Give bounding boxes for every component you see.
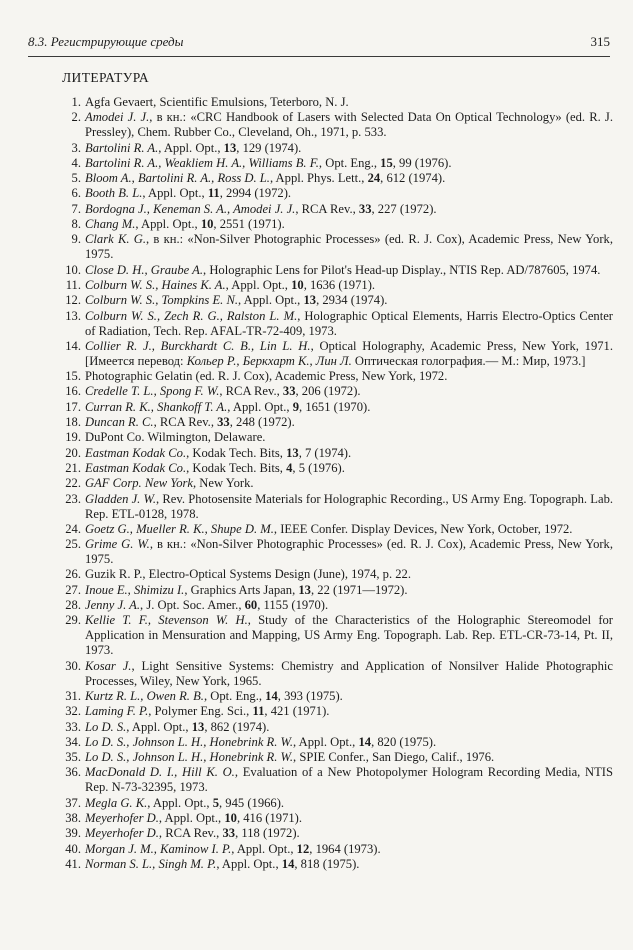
reference-volume: 11 [207, 186, 220, 201]
reference-text: , Appl. Opt., [158, 140, 224, 155]
reference-volume: 9 [292, 399, 300, 414]
reference-item [28, 430, 613, 445]
reference-volume: 14 [265, 688, 278, 703]
reference-number: 6. [71, 186, 81, 201]
reference-volume: 14 [281, 856, 295, 871]
reference-volume: 33 [222, 826, 236, 841]
reference-text: , 2934 (1974). [316, 293, 388, 308]
reference-authors: Kellie T. F., Stevenson W. H. [85, 613, 248, 628]
reference-authors: Goetz G., Mueller R. K., Shupe D. M. [85, 521, 274, 536]
reference-volume: 13 [191, 719, 205, 734]
reference-item [28, 186, 613, 201]
reference-volume: 33 [217, 415, 230, 430]
reference-number: 7. [71, 201, 81, 216]
reference-text: , в кн.: «Non-Silver Photographic Processes» (ed. R. J. Cox), Academic Press, New York, 1975. [85, 232, 613, 262]
reference-volume: 15 [380, 155, 393, 170]
reference-authors: Duncan R. C. [85, 415, 154, 430]
reference-text: , 248 (1972). [229, 415, 295, 430]
reference-text: , Graphics Arts Japan, [184, 582, 299, 597]
reference-item [28, 232, 613, 262]
reference-authors: Colburn W. S., Tompkins E. N. [85, 293, 239, 308]
reference-authors: Bloom A., Bartolini R. A., Ross D. L. [85, 171, 270, 186]
reference-text: , Light Sensitive Systems: Chemistry and Application of Nonsilver Halide Photographic Processes, Wiley, New York, 1965. [85, 658, 613, 688]
reference-number: 18. [65, 415, 81, 430]
reference-text: , Appl. Opt., [126, 719, 192, 734]
reference-item [28, 842, 613, 857]
reference-volume: 4 [286, 460, 293, 475]
reference-text: , Holographic Lens for Pilot's Head-up Display., NTIS Rep. AD/787605, 1974. [203, 262, 601, 277]
reference-text: , RCA Rev., [219, 384, 283, 399]
reference-text: , 421 (1971). [264, 704, 330, 719]
page-number: 315 [590, 34, 610, 49]
reference-text: Agfa Gevaert, Scientific Emulsions, Teterboro, N. J. [85, 95, 349, 109]
reference-text: , Polymer Eng. Sci., [148, 704, 253, 719]
reference-number: 16. [65, 384, 81, 399]
reference-volume: 33 [358, 201, 372, 216]
reference-authors: Booth B. L. [85, 186, 143, 201]
reference-item [28, 110, 613, 140]
reference-authors: Clark K. G. [85, 232, 146, 247]
reference-text: , Appl. Opt., [216, 856, 282, 871]
reference-authors: Colburn W. S., Zech R. G., Ralston L. M. [85, 308, 298, 323]
reference-number: 37. [65, 795, 81, 810]
reference-text: , 1155 (1970). [257, 598, 329, 613]
reference-text: , Appl. Opt., [135, 217, 201, 232]
reference-number: 9. [71, 232, 81, 247]
reference-item [28, 492, 613, 522]
reference-volume: 5 [212, 795, 219, 810]
reference-text: , Appl. Opt., [231, 841, 297, 856]
reference-text: , RCA Rev., [295, 201, 359, 216]
reference-item [28, 659, 613, 689]
reference-number: 41. [65, 856, 81, 871]
reference-number: 22. [65, 476, 81, 491]
reference-authors: Morgan J. M., Kaminow I. P. [85, 841, 232, 856]
reference-authors: Laming F. P. [85, 704, 149, 719]
reference-number: 11. [65, 277, 81, 292]
reference-item [28, 400, 613, 415]
reference-number: 2. [71, 110, 81, 125]
reference-number: 5. [71, 171, 81, 186]
reference-item [28, 735, 613, 750]
reference-volume: 60 [244, 598, 258, 613]
reference-item [28, 217, 613, 232]
reference-authors: Lo D. S., Johnson L. H., Honebrink R. W. [85, 750, 294, 765]
reference-item [28, 522, 613, 537]
reference-number: 38. [65, 810, 81, 825]
reference-item [28, 446, 613, 461]
reference-authors: Norman S. L., Singh M. P. [85, 856, 217, 871]
reference-item [28, 796, 613, 811]
reference-text: DuPont Co. Wilmington, Delaware. [85, 430, 266, 445]
running-head-section: 8.3. Регистрирующие среды [28, 34, 184, 49]
reference-item [28, 141, 613, 156]
reference-authors: Eastman Kodak Co. [85, 445, 187, 460]
reference-number: 8. [71, 217, 81, 232]
reference-authors: Chang M. [85, 217, 136, 232]
reference-volume: 10 [291, 277, 304, 292]
reference-authors: GAF Corp. New York [85, 476, 193, 491]
header-rule [28, 56, 610, 57]
reference-number: 35. [65, 750, 81, 765]
running-head [28, 34, 610, 54]
reference-number: 14. [65, 338, 81, 353]
reference-item [28, 765, 613, 795]
reference-number: 19. [65, 430, 81, 445]
reference-text: , Appl. Phys. Lett., [269, 171, 368, 186]
reference-list [28, 95, 613, 872]
reference-number: 4. [71, 155, 81, 170]
reference-number: 21. [65, 460, 81, 475]
reference-volume: 13 [298, 582, 311, 597]
reference-text: , 227 (1972). [371, 201, 437, 216]
reference-text: , Appl. Opt., [158, 810, 225, 825]
reference-text: , RCA Rev., [158, 826, 223, 841]
reference-authors: Gladden J. W. [85, 491, 157, 506]
reference-number: 3. [71, 140, 81, 155]
reference-item [28, 704, 613, 719]
reference-text: , RCA Rev., [153, 415, 218, 430]
reference-authors: MacDonald D. I., Hill K. O. [85, 765, 235, 780]
reference-volume: 13 [223, 140, 237, 155]
reference-authors: Curran R. K., Shankoff T. A. [85, 399, 228, 414]
reference-text: , Kodak Tech. Bits, [186, 460, 287, 475]
reference-number: 28. [65, 598, 81, 613]
reference-item [28, 202, 613, 217]
reference-authors: Collier R. J., Burckhardt C. B., Lin L. H. [85, 338, 311, 353]
reference-text: , 820 (1975). [371, 734, 437, 749]
reference-number: 17. [65, 399, 81, 414]
reference-volume: 10 [224, 810, 237, 825]
reference-number: 12. [65, 293, 81, 308]
reference-authors: Lo D. S. [85, 719, 127, 734]
reference-volume: 13 [303, 293, 317, 308]
reference-item [28, 567, 613, 582]
reference-authors: Credelle T. L., Spong F. W. [85, 384, 220, 399]
reference-authors: Eastman Kodak Co. [85, 460, 187, 475]
reference-item [28, 278, 613, 293]
reference-text: , New York. [193, 476, 254, 491]
reference-item [28, 537, 613, 567]
reference-number: 40. [65, 841, 81, 856]
reference-number: 13. [65, 308, 81, 323]
reference-number: 30. [65, 658, 81, 673]
reference-text: , 129 (1974). [236, 140, 302, 155]
reference-item [28, 339, 613, 369]
reference-authors: Bartolini R. A., Weakliem H. A., Williams B. F. [85, 155, 319, 170]
reference-number: 34. [65, 734, 81, 749]
reference-number: 33. [65, 719, 81, 734]
reference-volume: 14 [358, 734, 372, 749]
reference-text: , 612 (1974). [380, 171, 446, 186]
reference-text: , 862 (1974). [204, 719, 270, 734]
reference-text: , J. Opt. Soc. Amer., [140, 598, 245, 613]
reference-authors: Lo D. S., Johnson L. H., Honebrink R. W. [85, 734, 294, 749]
reference-item [28, 415, 613, 430]
reference-item [28, 613, 613, 658]
reference-text: , 118 (1972). [235, 826, 300, 841]
reference-authors: Inoue E., Shimizu I. [85, 582, 185, 597]
reference-volume: 11 [252, 704, 265, 719]
reference-text: , IEEE Confer. Display Devices, New York, October, 1972. [273, 521, 573, 536]
reference-item [28, 857, 613, 872]
reference-text: , 393 (1975). [277, 688, 343, 703]
reference-text: , Appl. Opt., [293, 734, 359, 749]
reference-volume: 13 [286, 445, 299, 460]
reference-text: , в кн.: «Non-Silver Photographic Processes» (ed. R. J. Cox), Academic Press, New York, 1975. [85, 537, 614, 567]
reference-item [28, 384, 613, 399]
reference-number: 32. [65, 704, 81, 719]
reference-text: , Appl. Opt., [142, 186, 208, 201]
reference-text: , 206 (1972). [295, 384, 361, 399]
reference-number: 36. [65, 765, 81, 780]
reference-text: , 5 (1976). [292, 460, 345, 475]
reference-authors: Jenny J. A. [85, 598, 141, 613]
reference-number: 20. [65, 445, 81, 460]
reference-authors: Colburn W. S., Haines K. A. [85, 277, 226, 292]
reference-text: , Appl. Opt., [225, 277, 292, 292]
reference-volume: 33 [282, 384, 296, 399]
section-title: ЛИТЕРАТУРА [62, 70, 150, 85]
reference-authors: Close D. H., Graube A. [85, 262, 204, 277]
reference-text: , 416 (1971). [236, 810, 303, 825]
reference-authors: Кольер Р., Беркхарт К., Лин Л. [186, 353, 352, 368]
reference-text: Photographic Gelatin (ed. R. J. Cox), Academic Press, New York, 1972. [85, 369, 448, 384]
reference-text: , Opt. Eng., [318, 155, 381, 170]
reference-text: , 1964 (1973). [309, 841, 381, 856]
reference-item [28, 263, 613, 278]
reference-text: , Optical Holography, Academic Press, New York, 1971. [Имеется перевод: [85, 338, 614, 368]
reference-number: 23. [65, 491, 81, 506]
reference-text: , Appl. Opt., [238, 293, 304, 308]
reference-item [28, 461, 613, 476]
reference-text: , 2551 (1971). [213, 217, 285, 232]
reference-authors: Amodei J. J. [85, 110, 150, 125]
reference-authors: Bordogna J., Keneman S. A., Amodei J. J. [85, 201, 296, 216]
reference-authors: Megla G. K. [85, 795, 148, 810]
reference-number: 27. [65, 582, 81, 597]
reference-item [28, 309, 613, 339]
reference-number: 25. [65, 537, 81, 552]
reference-authors: Bartolini R. A. [85, 140, 159, 155]
reference-number: 29. [65, 613, 81, 628]
reference-item [28, 369, 613, 384]
reference-number: 1. [71, 95, 81, 109]
reference-text: , 818 (1975). [294, 856, 360, 871]
reference-text: , 7 (1974). [298, 445, 352, 460]
reference-number: 31. [65, 688, 81, 703]
reference-text: , 22 (1971—1972). [310, 582, 408, 597]
reference-item [28, 293, 613, 308]
reference-text: , 1636 (1971). [303, 277, 376, 292]
reference-volume: 10 [200, 217, 214, 232]
reference-number: 15. [65, 369, 81, 384]
reference-text: , Study of the Characteristics of the Holographic Stereomodel for Application in Mensuration and Mapping, US Army Eng. Topograph. Lab. Rep. ETL-CR-73-14, Pt. II, 1973. [85, 613, 614, 658]
reference-item [28, 720, 613, 735]
reference-item [28, 826, 613, 841]
reference-item [28, 750, 613, 765]
reference-item [28, 156, 613, 171]
reference-text: Guzik R. P., Electro-Optical Systems Design (June), 1974, p. 22. [85, 567, 411, 582]
reference-text: , Holographic Optical Elements, Harris Electro-Optics Center of Radiation, Tech. Rep. AFAL-TR-72-409, 1973. [85, 308, 613, 338]
reference-authors: Kurtz R. L., Owen R. B. [85, 688, 204, 703]
reference-item [28, 583, 613, 598]
reference-text: , в кн.: «CRC Handbook of Lasers with Selected Data On Optical Technology» (ed. R. J. Pressley), Chem. Rubber Co., Cleveland, Oh., 1971, p. 533. [85, 110, 613, 140]
reference-text: , Evaluation of a New Photopolymer Hologram Recording Media, NTIS Rep. N-73-32395, 1973. [85, 765, 613, 795]
reference-text: , Appl. Opt., [147, 795, 213, 810]
reference-authors: Grime G. W. [85, 537, 150, 552]
reference-number: 39. [65, 826, 81, 841]
reference-number: 26. [65, 567, 81, 582]
reference-authors: Kosar J. [85, 658, 132, 673]
reference-number: 24. [65, 521, 81, 536]
reference-item [28, 476, 613, 491]
reference-item [28, 811, 613, 826]
reference-item [28, 171, 613, 186]
reference-text: , Appl. Opt., [227, 399, 293, 414]
reference-item [28, 598, 613, 613]
reference-volume: 12 [296, 841, 310, 856]
reference-text: , 1651 (1970). [299, 399, 371, 414]
reference-volume: 24 [367, 171, 381, 186]
reference-text: , Kodak Tech. Bits, [186, 445, 287, 460]
reference-item [28, 95, 613, 110]
reference-text: Оптическая голография.— М.: Мир, 1973.] [351, 353, 586, 368]
reference-text: , 99 (1976). [392, 155, 452, 170]
reference-number: 10. [65, 262, 81, 277]
reference-authors: Meyerhofer D. [85, 810, 159, 825]
reference-text: , 2994 (1972). [219, 186, 292, 201]
reference-authors: Meyerhofer D. [85, 826, 159, 841]
reference-text: , Opt. Eng., [203, 688, 266, 703]
reference-text: , Rev. Photosensite Materials for Holographic Recording., US Army Eng. Topograph. Lab. Rep. ETL-0128, 1978. [85, 491, 614, 521]
reference-text: , 945 (1966). [219, 795, 285, 810]
reference-item [28, 689, 613, 704]
reference-text: , SPIE Confer., San Diego, Calif., 1976. [293, 750, 495, 765]
